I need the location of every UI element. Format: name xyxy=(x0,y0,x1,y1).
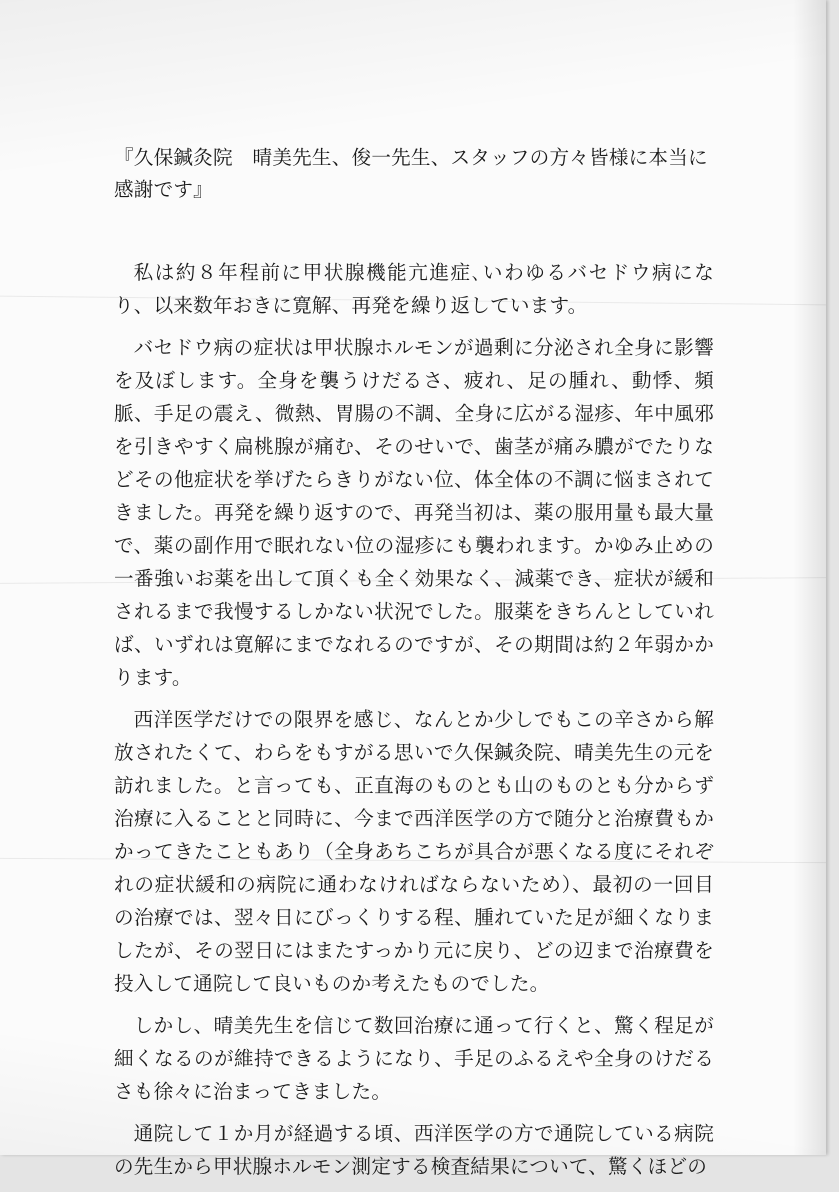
letter-content xyxy=(114,142,714,1192)
paragraph-test-results: 通院して１か月が経過する頃、西洋医学の方で通院している病院の先生から甲状腺ホルモン測定する検査結果について、驚くほどの xyxy=(114,1122,714,1178)
paragraph-diagnosis: 私は約８年程前に甲状腺機能亢進症､いわゆるバセドウ病になり、以来数年おきに寛解、再発を繰り返しています。 xyxy=(114,261,714,317)
letter-title-line-1: 『久保鍼灸院 晴美先生、俊一先生、スタッフの方々皆様に本当に xyxy=(114,146,708,169)
paragraph-symptoms: バセドウ病の症状は甲状腺ホルモンが過剰に分泌され全身に影響を及ぼします。全身を襲うけだるさ、疲れ、足の腫れ、動悸、頻脈、手足の震え、微熱、胃腸の不調、全身に広がる湿疹、年中風邪を引きやすく扁桃腺が痛む、そのせいで、歯茎が痛み膿がでたりなどその他症状を挙げたらきりがない位、体全体の不調に悩まされてきました。再発を繰り返すので、再発当初は、薬の服用量も最大量で、薬の副作用で眠れない位の湿疹にも襲われます。かゆみ止めの一番強いお薬を出して頂くも全く効果なく、減薬でき、症状が緩和されるまで我慢するしかない状況でした。服薬をきちんとしていれば、いずれは寛解にまでなれるのですが、その期間は約２年弱かかります。 xyxy=(114,336,714,689)
letter-title-line-2: 感謝です』 xyxy=(114,178,213,201)
letter-body xyxy=(114,256,714,1183)
paragraph-improvement: しかし、晴美先生を信じて数回治療に通って行くと、驚く程足が細くなるのが維持できるようになり、手足のふるえや全身のけだるさも徐々に治まってきました。 xyxy=(114,1014,714,1103)
paragraph-first-visit: 西洋医学だけでの限界を感じ、なんとか少しでもこの辛さから解放されたくて、わらをもすがる思いで久保鍼灸院、晴美先生の元を訪れました。と言っても、正直海のものとも山のものとも分からず治療に入ることと同時に、今まで西洋医学の方で随分と治療費もかかってきたこともあり（全身あちこちが具合が悪くなる度にそれぞれの症状緩和の病院に通わなければならないため）、最初の一回目の治療では、翌々日にびっくりする程、腫れていた足が細くなりましたが、その翌日にはまたすっかり元に戻り、どの辺まで治療費を投入して通院して良いものか考えたものでした。 xyxy=(114,708,714,995)
letter-title xyxy=(114,142,714,206)
